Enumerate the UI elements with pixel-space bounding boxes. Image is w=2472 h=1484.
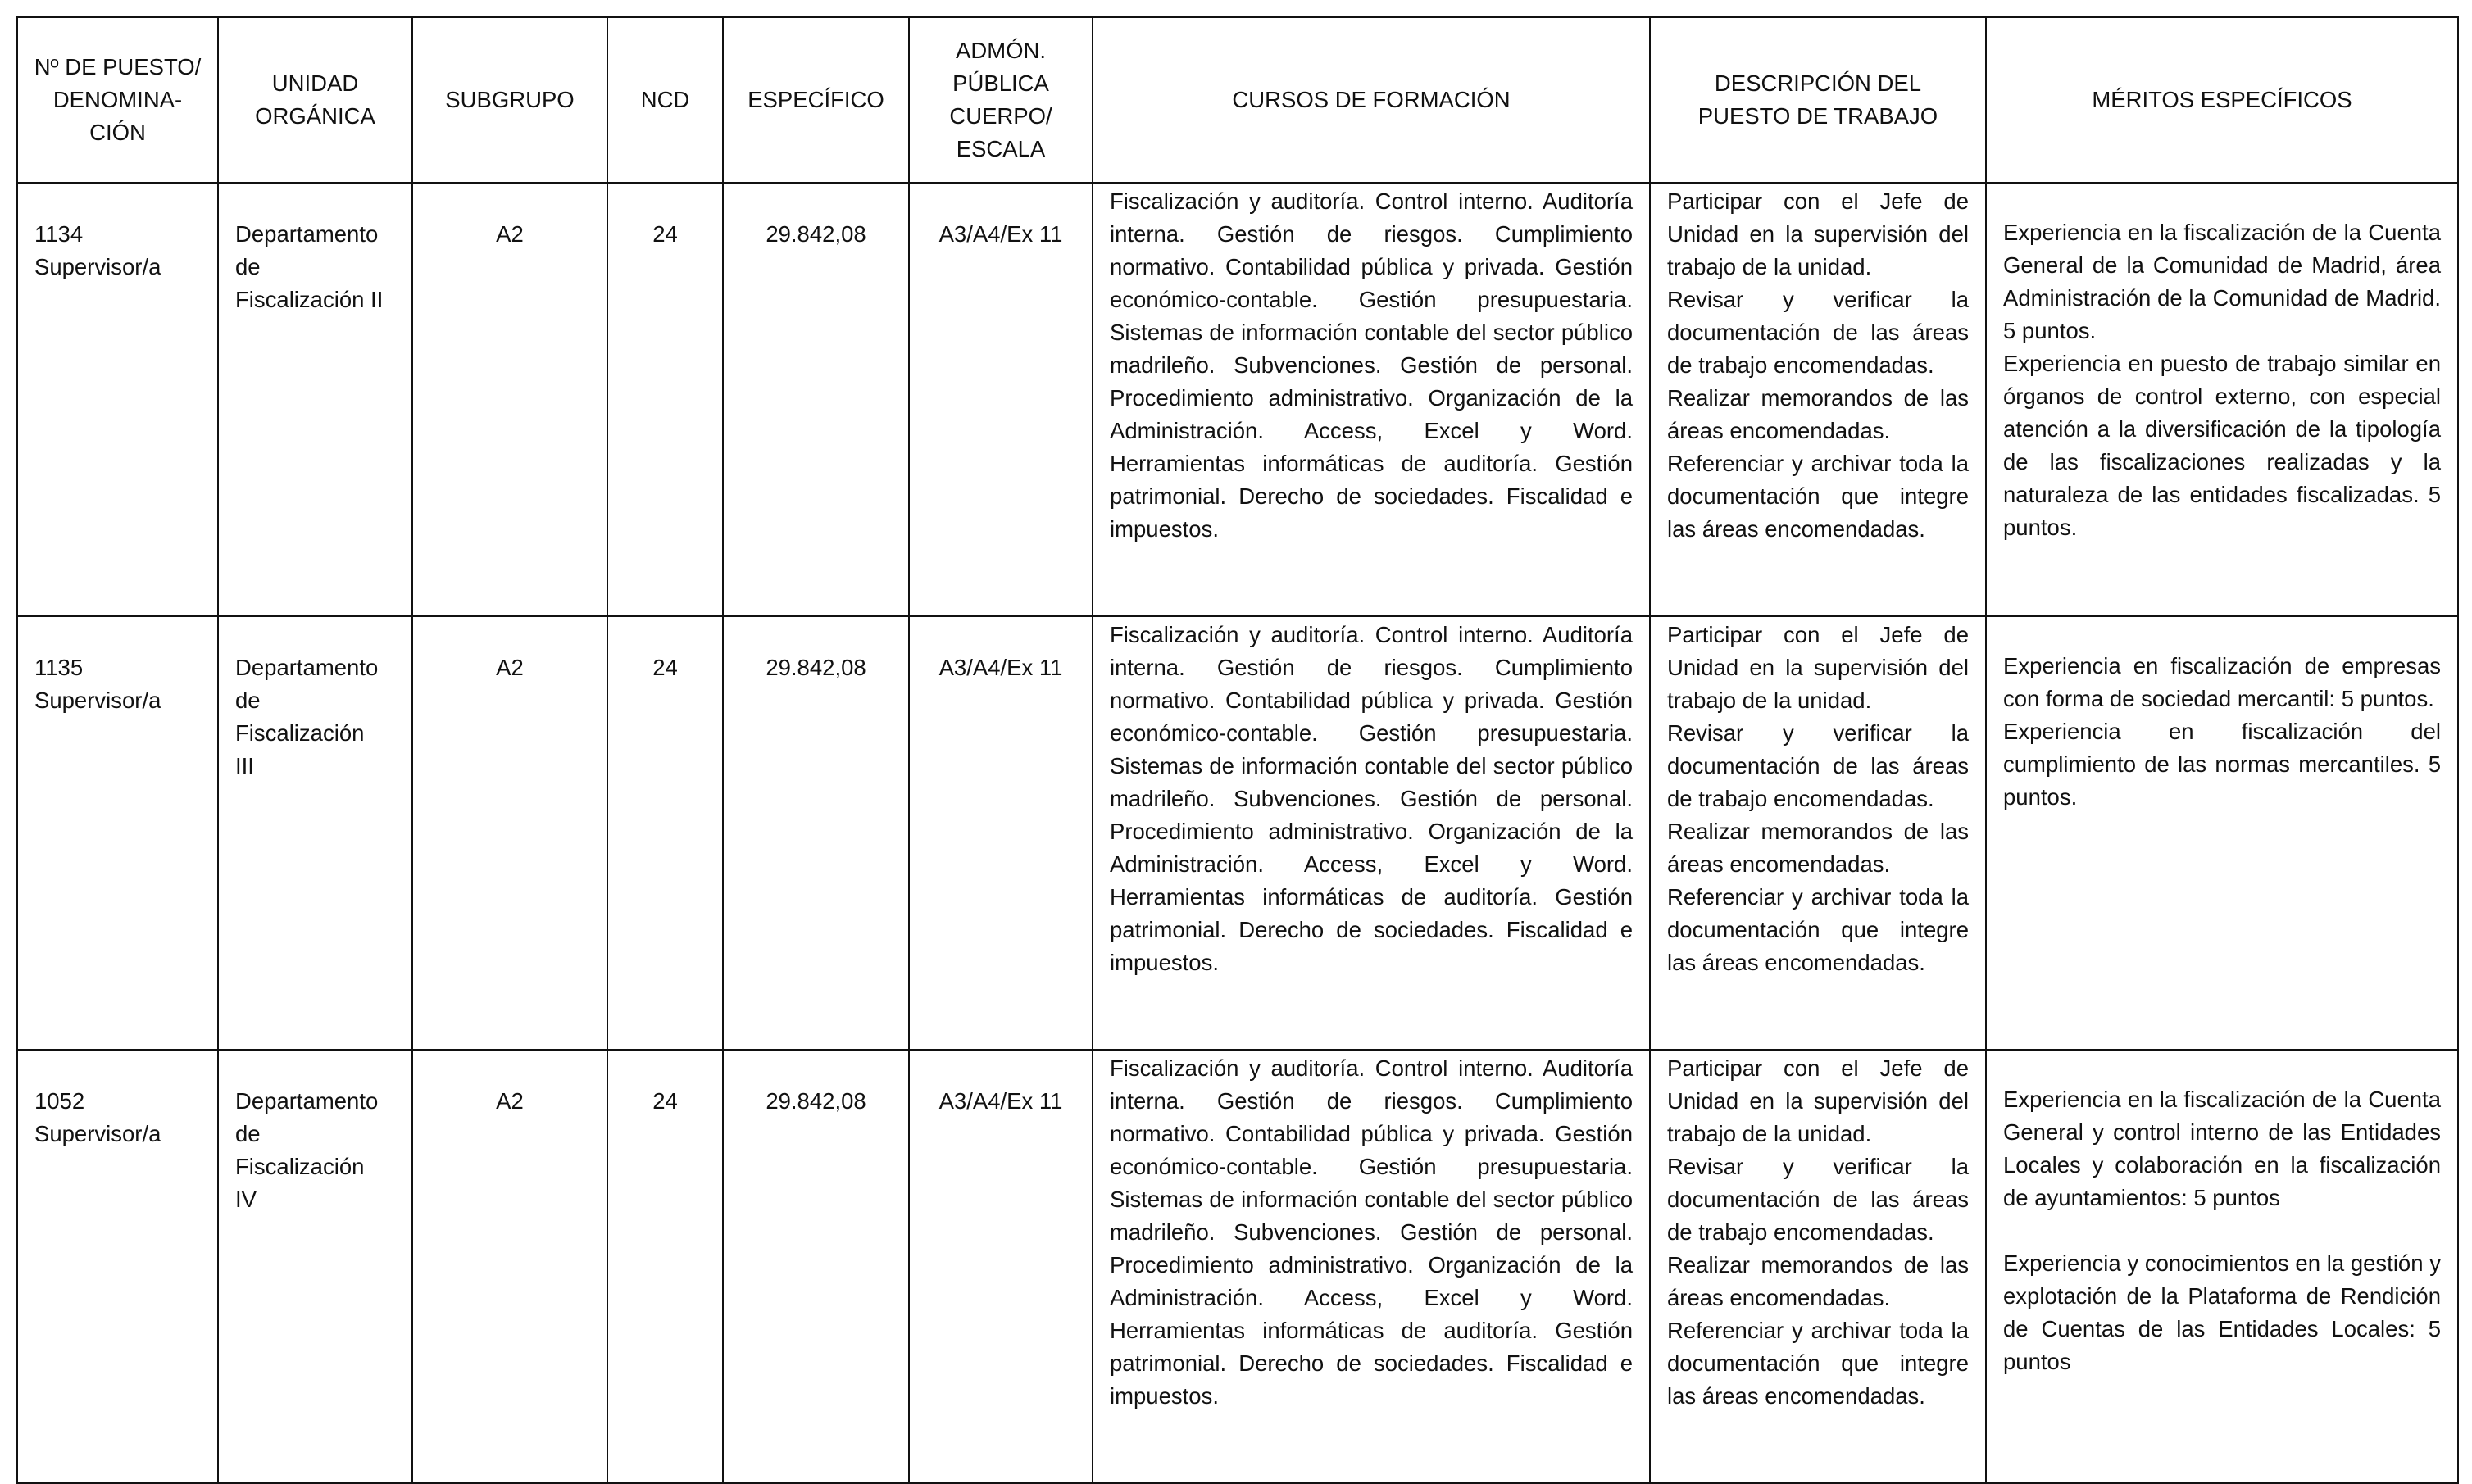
cell-admon: A3/A4/Ex 11 [909,616,1093,1050]
header-cursos: CURSOS DE FORMACIÓN [1093,17,1650,183]
descripcion-item: Referenciar y archivar toda la documentación que integre las áreas encomendadas. [1667,884,1969,975]
cell-admon: A3/A4/Ex 11 [909,183,1093,616]
header-descripcion: DESCRIPCIÓN DEL PUESTO DE TRABAJO [1650,17,1986,183]
cell-cursos: Fiscalización y auditoría. Control interno. Auditoría interna. Gestión de riesgos. Cumplimiento normativo. Contabilidad pública y privada. Gestión económico-contable. Gestión presupuestaria. Sistemas de información contable del sector público madrileño. Subvenciones. Gestión de personal. Procedimiento administrativo. Organización de la Administración. Access, Excel y Word. Herramientas informáticas de auditoría. Gestión patrimonial. Derecho de sociedades. Fiscalidad e impuestos. [1093,183,1650,616]
puestos-table [16,16,2459,1484]
cell-descripcion [1650,1050,1986,1483]
cell-meritos [1986,183,2458,616]
cell-especifico: 29.842,08 [723,183,909,616]
table-row [17,1050,2458,1483]
cell-unidad: Departamento de Fiscalización IV [218,1050,412,1483]
descripcion-item: Revisar y verificar la documentación de las áreas de trabajo encomendadas. [1667,287,1969,378]
merito-item: Experiencia y conocimientos en la gestión y explotación de la Plataforma de Rendición de Cuentas de las Entidades Locales: 5 puntos [2003,1250,2441,1374]
header-unidad: UNIDAD ORGÁNICA [218,17,412,183]
descripcion-item: Participar con el Jefe de Unidad en la supervisión del trabajo de la unidad. [1667,622,1969,713]
cell-especifico: 29.842,08 [723,1050,909,1483]
cell-subgrupo: A2 [412,1050,607,1483]
cell-unidad: Departamento de Fiscalización II [218,183,412,616]
cell-descripcion [1650,616,1986,1050]
cell-meritos [1986,1050,2458,1483]
header-puesto: Nº DE PUESTO/ DENOMINA- CIÓN [17,17,218,183]
descripcion-item: Participar con el Jefe de Unidad en la supervisión del trabajo de la unidad. [1667,1055,1969,1146]
cell-subgrupo: A2 [412,183,607,616]
cell-descripcion [1650,183,1986,616]
cell-ncd: 24 [607,616,723,1050]
cell-especifico: 29.842,08 [723,616,909,1050]
descripcion-item: Referenciar y archivar toda la documentación que integre las áreas encomendadas. [1667,1318,1969,1409]
cell-cursos: Fiscalización y auditoría. Control interno. Auditoría interna. Gestión de riesgos. Cumplimiento normativo. Contabilidad pública y privada. Gestión económico-contable. Gestión presupuestaria. Sistemas de información contable del sector público madrileño. Subvenciones. Gestión de personal. Procedimiento administrativo. Organización de la Administración. Access, Excel y Word. Herramientas informáticas de auditoría. Gestión patrimonial. Derecho de sociedades. Fiscalidad e impuestos. [1093,1050,1650,1483]
merito-item: Experiencia en la fiscalización de la Cuenta General de la Comunidad de Madrid, área Administración de la Comunidad de Madrid. 5 puntos. [2003,220,2441,343]
cell-subgrupo: A2 [412,616,607,1050]
merito-item: Experiencia en puesto de trabajo similar en órganos de control externo, con especial atención a la diversificación de la tipología de las fiscalizaciones realizadas y la naturaleza de las entidades fiscalizadas. 5 puntos. [2003,351,2441,540]
descripcion-item: Realizar memorandos de las áreas encomendadas. [1667,1252,1969,1310]
cell-meritos [1986,616,2458,1050]
cell-admon: A3/A4/Ex 11 [909,1050,1093,1483]
descripcion-item: Realizar memorandos de las áreas encomendadas. [1667,385,1969,443]
header-admon: ADMÓN. PÚBLICA CUERPO/ ESCALA [909,17,1093,183]
header-row [17,17,2458,183]
merito-item: Experiencia en fiscalización del cumplimiento de las normas mercantiles. 5 puntos. [2003,719,2441,810]
cell-unidad: Departamento de Fiscalización III [218,616,412,1050]
header-ncd: NCD [607,17,723,183]
cell-puesto: 1135 Supervisor/a [17,616,218,1050]
descripcion-item: Revisar y verificar la documentación de las áreas de trabajo encomendadas. [1667,720,1969,811]
table-row [17,616,2458,1050]
merito-item: Experiencia en fiscalización de empresas con forma de sociedad mercantil: 5 puntos. [2003,653,2441,711]
cell-ncd: 24 [607,1050,723,1483]
header-meritos: MÉRITOS ESPECÍFICOS [1986,17,2458,183]
cell-puesto: 1052 Supervisor/a [17,1050,218,1483]
descripcion-item: Participar con el Jefe de Unidad en la supervisión del trabajo de la unidad. [1667,188,1969,279]
cell-puesto: 1134 Supervisor/a [17,183,218,616]
header-especifico: ESPECÍFICO [723,17,909,183]
merito-item: Experiencia en la fiscalización de la Cuenta General y control interno de las Entidades Locales y colaboración en la fiscalización de ayuntamientos: 5 puntos [2003,1087,2441,1210]
table-row [17,183,2458,616]
cell-cursos: Fiscalización y auditoría. Control interno. Auditoría interna. Gestión de riesgos. Cumplimiento normativo. Contabilidad pública y privada. Gestión económico-contable. Gestión presupuestaria. Sistemas de información contable del sector público madrileño. Subvenciones. Gestión de personal. Procedimiento administrativo. Organización de la Administración. Access, Excel y Word. Herramientas informáticas de auditoría. Gestión patrimonial. Derecho de sociedades. Fiscalidad e impuestos. [1093,616,1650,1050]
descripcion-item: Realizar memorandos de las áreas encomendadas. [1667,819,1969,877]
cell-ncd: 24 [607,183,723,616]
merito-item [2003,1214,2441,1247]
descripcion-item: Referenciar y archivar toda la documentación que integre las áreas encomendadas. [1667,451,1969,542]
header-subgrupo: SUBGRUPO [412,17,607,183]
descripcion-item: Revisar y verificar la documentación de las áreas de trabajo encomendadas. [1667,1154,1969,1245]
